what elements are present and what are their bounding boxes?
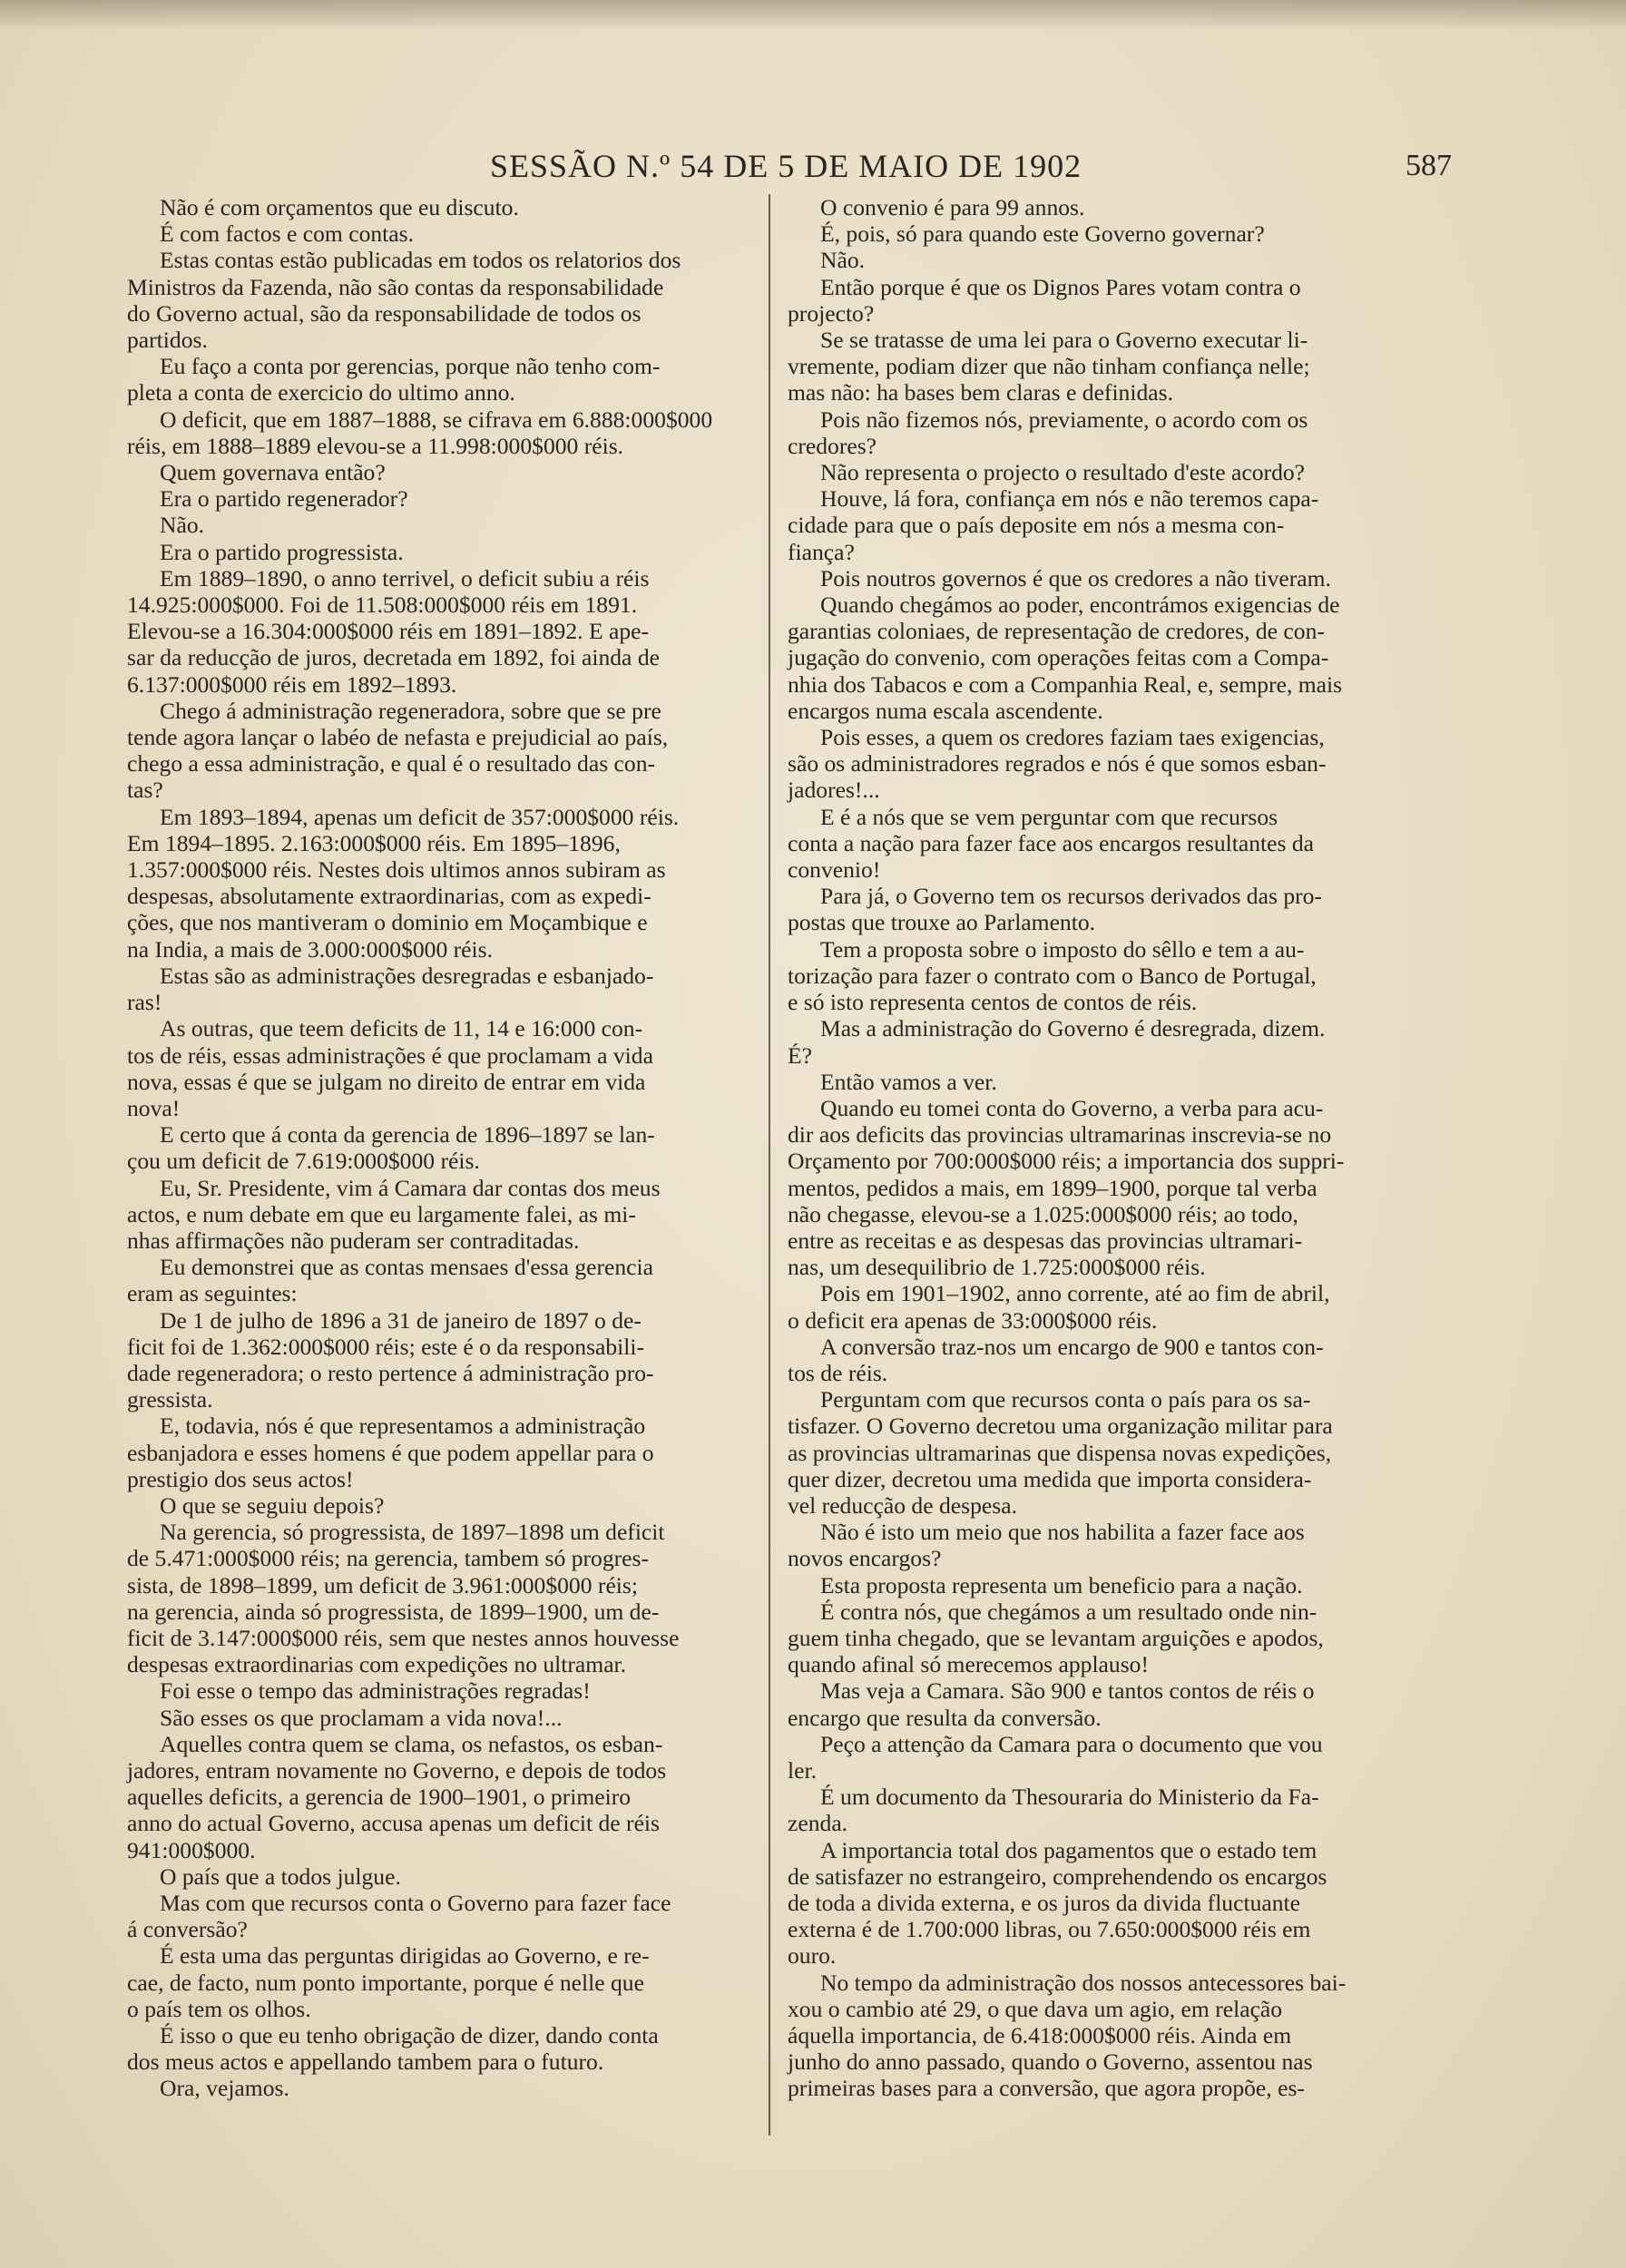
session-title: SESSÃO N.º 54 DE 5 DE MAIO DE 1902 [490,148,1082,184]
paragraph: Era o partido progressista. [160,538,404,565]
paragraph: O que se seguiu depois? [160,1491,385,1519]
paragraph: É um documento da Thesouraria do Ministerio da Fa- zenda. [788,1784,1319,1837]
paragraph: Não é com orçamentos que eu discuto. [160,194,519,220]
paragraph: Pois em 1901–1902, anno corrente, até ao fim de abril, o deficit era apenas de 33:000$000 réis. [788,1280,1330,1334]
paragraph: Foi esse o tempo das administrações regradas! [160,1677,591,1705]
paragraph: As outras, que teem deficits de 11, 14 e 16:000 con- tos de réis, essas administrações é que proclamam a vida nova, essas é que se julgam no direito de entrar em vida nova! [127,1015,653,1121]
paragraph: Quando eu tomei conta do Governo, a verba para acu- dir aos deficits das provincias ultramarinas inscrevia-se no Orçamento por 700:000$000 réis; a importancia dos suppri- mentos, pedidos a mais, em 1899–1900, porque tal verba não chegasse, elevou-se a 1.025:000$000 réis; ao todo, entre as receitas e as despesas das provincias ultramari- nas, um desequilibrio de 1.725:000$000 réis. [788,1094,1345,1281]
paragraph: Peço a attenção da Camara para o documento que vou ler. [788,1730,1323,1784]
paragraph: Se se tratasse de uma lei para o Governo executar li- vremente, podiam dizer que não tinham confiança nelle; mas não: ha bases bem claras e definidas. [788,327,1310,406]
paragraph: De 1 de julho de 1896 a 31 de janeiro de 1897 o de- ficit foi de 1.362:000$000 réis; este é o da responsabili- dade regeneradora; o resto pertence á administração pro- gressista. [127,1306,654,1413]
paragraph: A importancia total dos pagamentos que o estado tem de satisfazer no estrangeiro, comprehendendo os encargos de toda a divida externa, e os juros da divida fluctuante externa é de 1.700:000 libras, ou 7.650:000$000 réis em ouro. [788,1836,1327,1970]
paragraph: Houve, lá fora, confiança em nós e não teremos capa- cidade para que o país deposite em nós a mesma con- fiança? [788,485,1319,565]
paragraph: É contra nós, que chegámos a um resultado onde nin- guem tinha chegado, que se levantam arguições e apodos, quando afinal só merecemos applauso! [788,1598,1324,1678]
paragraph: O deficit, que em 1887–1888, se cifrava em 6.888:000$000 réis, em 1888–1889 elevou-se a 11.998:000$000 réis. [127,406,713,459]
paragraph: Na gerencia, só progressista, de 1897–1898 um deficit de 5.471:000$000 réis; na gerencia, tambem só progres- sista, de 1898–1899, um deficit de 3.961:000$000 réis; na gerencia, ainda só progressista, de 1899–1900, um de- ficit de 3.147:000$000 réis, sem que nestes annos houvesse despesas extraordinarias com expedições no ultramar. [127,1519,680,1678]
paragraph: Quem governava então? [160,459,386,486]
paragraph: Eu demonstrei que as contas mensaes d'essa gerencia eram as seguintes: [127,1254,654,1307]
paragraph: No tempo da administração dos nossos antecessores bai- xou o cambio até 29, o que dava um agio, em relação áquella importancia, de 6.418:000$000 réis. Ainda em junho do anno passado, quando o Governo, assentou nas primeiras bases para a conversão, que agora propõe, es- [788,1969,1347,2102]
paragraph: E é a nós que se vem perguntar com que recursos conta a nação para fazer face aos encargos resultantes da convenio! [788,803,1315,884]
paragraph: É, pois, só para quando este Governo governar? [820,220,1265,248]
right-column [788,194,1455,2102]
page-number: 587 [1406,149,1452,182]
paragraph: É esta uma das perguntas dirigidas ao Governo, e re- cae, de facto, num ponto importante, porque é nelle que o país tem os olhos. [127,1942,650,2022]
paragraph: Aquelles contra quem se clama, os nefastos, os esban- jadores, entram novamente no Governo, e depois de todos aquelles deficits, a gerencia de 1900–1901, o primeiro anno do actual Governo, accusa apenas um deficit de réis 941:000$000. [127,1730,667,1863]
paragraph: Mas veja a Camara. São 900 e tantos contos de réis o encargo que resulta da conversão. [788,1677,1315,1731]
left-column [127,194,767,2102]
page-header [0,147,1626,189]
paragraph: O país que a todos julgue. [160,1862,401,1890]
paragraph: A conversão traz-nos um encargo de 900 e tantos con- tos de réis. [788,1333,1324,1386]
paragraph: Não. [160,512,205,539]
paragraph: Tem a proposta sobre o imposto do sêllo e tem a au- torização para fazer o contrato com o Banco de Portugal, e só isto representa centos de contos de réis. [788,935,1317,1016]
paragraph: Chego á administração regeneradora, sobre que se pre tende agora lançar o labéo de nefasta e prejudicial ao país, chego a essa administração, e qual é o resultado das con- tas? [127,697,669,804]
paragraph: Quando chegámos ao poder, encontrámos exigencias de garantias coloniaes, de representação de credores, de con- jugação do convenio, com operações feitas com a Compa- nhia dos Tabacos e com a Companhia Real, e, sempre, mais encargos numa escala ascendente. [788,591,1343,724]
paragraph: Pois noutros governos é que os credores a não tiveram. [820,564,1331,591]
paragraph: Em 1893–1894, apenas um deficit de 357:000$000 réis. Em 1894–1895. 2.163:000$000 réis. Em 1895–1896, 1.357:000$000 réis. Nestes dois ultimos annos subiram as despesas, absolutamente extraordinarias, com as expedi- ções, que nos mantiveram o dominio em Moçambique e na India, a mais de 3.000:000$000 réis. [127,803,680,963]
paragraph: Ora, vejamos. [160,2075,289,2102]
paragraph: Eu faço a conta por gerencias, porque não tenho com- pleta a conta de exercicio do ultimo anno. [127,353,661,406]
column-divider [769,194,770,2136]
paragraph: Estas contas estão publicadas em todos os relatorios dos Ministros da Fazenda, não são contas da responsabilidade do Governo actual, são da responsabilidade de todos os partidos. [127,247,681,354]
paragraph: Não representa o projecto o resultado d'este acordo? [820,459,1306,486]
paragraph: Esta proposta representa um beneficio para a nação. [820,1571,1303,1598]
paragraph: Então vamos a ver. [820,1068,997,1095]
paragraph: Pois não fizemos nós, previamente, o acordo com os credores? [788,406,1308,459]
paragraph: Então porque é que os Dignos Pares votam contra o projecto? [788,273,1301,327]
page-edge-stain [0,0,1626,31]
paragraph: Mas com que recursos conta o Governo para fazer face á conversão? [127,1890,671,1943]
paragraph: Estas são as administrações desregradas e esbanjado- ras! [127,962,654,1016]
paragraph: Eu, Sr. Presidente, vim á Camara dar contas dos meus actos, e num debate em que eu largamente falei, as mi- nhas affirmações não puderam ser contraditadas. [127,1174,661,1254]
paragraph: É isso o que eu tenho obrigação de dizer, dando conta dos meus actos e appellando tambem para o futuro. [127,2022,659,2076]
paragraph: Mas a administração do Governo é desregrada, dizem. É? [788,1015,1326,1069]
paragraph: Não. [820,247,866,274]
paragraph: É com factos e com contas. [160,220,415,248]
paragraph: O convenio é para 99 annos. [820,194,1085,220]
paragraph: E, todavia, nós é que representamos a administração esbanjadora e esses homens é que podem appellar para o prestigio dos seus actos! [127,1413,654,1492]
paragraph: São esses os que proclamam a vida nova!... [160,1704,563,1731]
paragraph: Não é isto um meio que nos habilita a fazer face aos novos encargos? [788,1519,1305,1572]
paragraph: Em 1889–1890, o anno terrivel, o deficit subiu a réis 14.925:000$000. Foi de 11.508:000$000 réis em 1891. Elevou-se a 16.304:000$000 réis em 1891–1892. E ape- sar da reducção de juros, decretada em 1892, foi ainda de 6.137:000$000 réis em 1892–1893. [127,564,660,698]
paragraph: Pois esses, a quem os credores faziam taes exigencias, são os administradores regrados e nós é que somos esban- jadores!... [788,724,1327,804]
paragraph: E certo que á conta da gerencia de 1896–1897 se lan- çou um deficit de 7.619:000$000 réis. [127,1121,655,1175]
paragraph: Perguntam com que recursos conta o país para os sa- tisfazer. O Governo decretou uma organização militar para as provincias ultramarinas que dispensa novas expedições, quer dizer, decretou uma medida que importa considera- vel reducção de despesa. [788,1386,1333,1519]
paragraph: Para já, o Governo tem os recursos derivados das pro- postas que trouxe ao Parlamento. [788,883,1322,936]
paragraph: Era o partido regenerador? [160,485,408,513]
